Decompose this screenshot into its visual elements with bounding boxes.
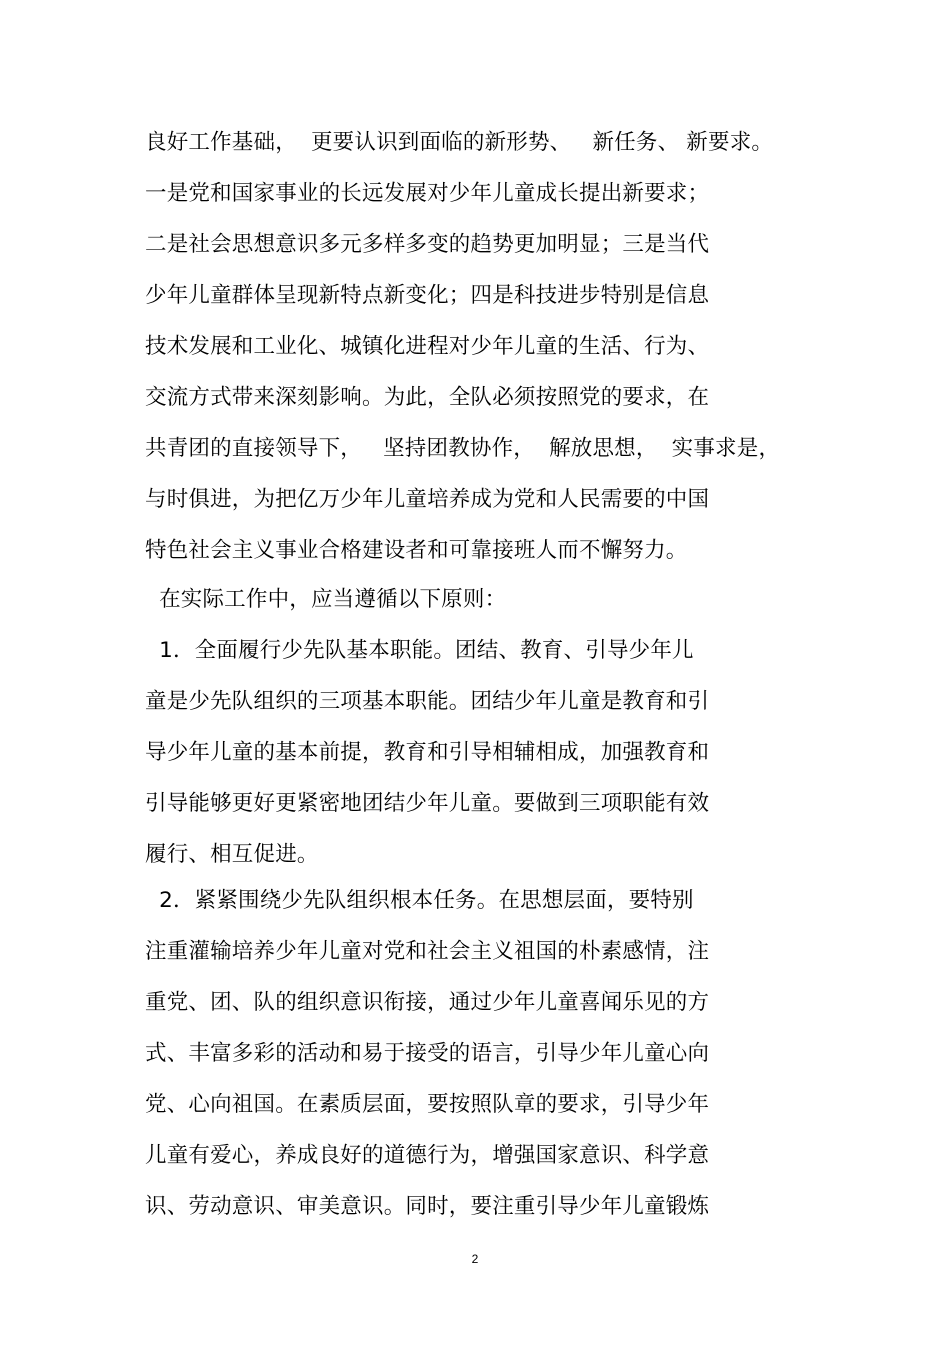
text-line: 重党、团、队的组织意识衔接，通过少年儿童喜闻乐见的方: [145, 990, 710, 1015]
text-line: 在实际工作中，应当遵循以下原则：: [145, 587, 507, 612]
text-line: 导少年儿童的基本前提，教育和引导相辅相成，加强教育和: [145, 740, 710, 765]
text-line: 交流方式带来深刻影响。为此，全队必须按照党的要求，在: [145, 385, 710, 410]
text-line: 特色社会主义事业合格建设者和可靠接班人而不懈努力。: [145, 538, 688, 563]
text-line: 注重灌输培养少年儿童对党和社会主义祖国的朴素感情，注: [145, 939, 710, 964]
text-line: 少年儿童群体呈现新特点新变化；四是科技进步特别是信息: [145, 283, 710, 308]
text-line: 良好工作基础， 更要认识到面临的新形势、 新任务、 新要求。: [145, 130, 774, 155]
text-line: 2．紧紧围绕少先队组织根本任务。在思想层面，要特别: [145, 888, 694, 913]
text-line: 1．全面履行少先队基本职能。团结、教育、引导少年儿: [145, 638, 694, 663]
text-line: 二是社会思想意识多元多样多变的趋势更加明显；三是当代: [145, 232, 710, 257]
text-line: 识、劳动意识、审美意识。同时，要注重引导少年儿童锻炼: [145, 1194, 710, 1219]
text-line: 与时俱进，为把亿万少年儿童培养成为党和人民需要的中国: [145, 487, 710, 512]
text-line: 引导能够更好更紧密地团结少年儿童。要做到三项职能有效: [145, 791, 710, 816]
text-line: 共青团的直接领导下， 坚持团教协作， 解放思想， 实事求是，: [145, 436, 781, 461]
text-line: 儿童有爱心，养成良好的道德行为，增强国家意识、科学意: [145, 1143, 710, 1168]
text-line: 一是党和国家事业的长远发展对少年儿童成长提出新要求；: [145, 181, 710, 206]
page-number: 2: [471, 1252, 479, 1266]
text-line: 履行、相互促进。: [145, 842, 319, 867]
text-line: 技术发展和工业化、城镇化进程对少年儿童的生活、行为、: [145, 334, 710, 359]
text-line: 党、心向祖国。在素质层面，要按照队章的要求，引导少年: [145, 1092, 710, 1117]
text-line: 式、丰富多彩的活动和易于接受的语言，引导少年儿童心向: [145, 1041, 710, 1066]
text-line: 童是少先队组织的三项基本职能。团结少年儿童是教育和引: [145, 689, 710, 714]
